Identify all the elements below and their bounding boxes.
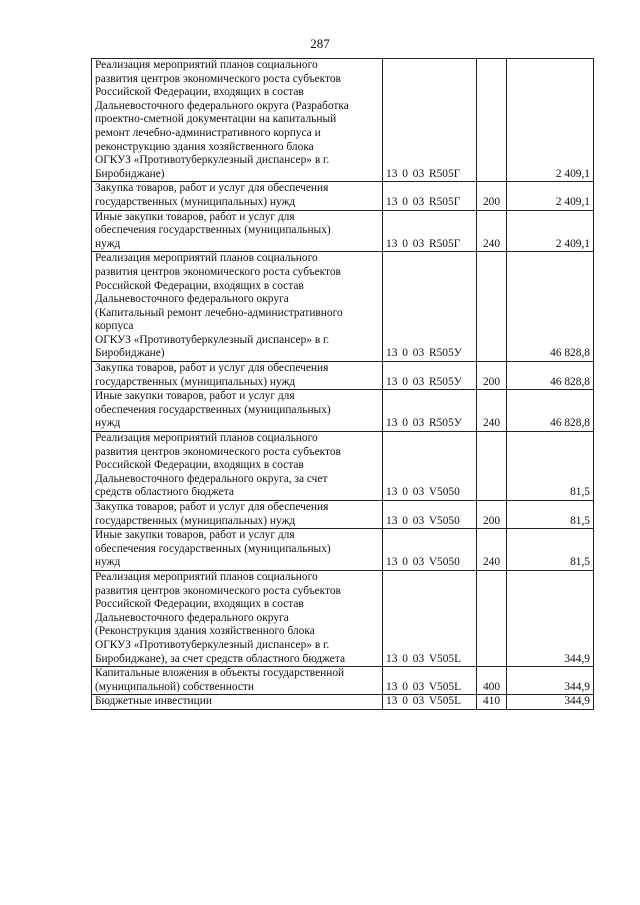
row-expense-type	[477, 252, 507, 362]
row-description: Бюджетные инвестиции	[92, 695, 383, 710]
row-sum: 344,9	[507, 667, 594, 695]
row-description: Иные закупки товаров, работ и услуг для обеспечения государственных (муниципальных) нужд	[92, 529, 383, 571]
row-expense-type: 240	[477, 210, 507, 252]
row-code: 13 0 03 R505У	[383, 362, 477, 390]
budget-table	[91, 58, 594, 710]
row-sum: 81,5	[507, 529, 594, 571]
row-expense-type: 410	[477, 695, 507, 710]
row-description: Иные закупки товаров, работ и услуг для обеспечения государственных (муниципальных) нужд	[92, 390, 383, 432]
row-description: Реализация мероприятий планов социального развития центров экономического роста субъектов Российской Федерации, входящих в состав Дальневосточного федерального округа (Капитальный ремонт лечебно-административного корпуса ОГКУЗ «Противотуберкулезный диспансер» в г. Биробиджане)	[92, 252, 383, 362]
row-sum: 81,5	[507, 432, 594, 501]
row-description: Реализация мероприятий планов социального развития центров экономического роста субъектов Российской Федерации, входящих в состав Дальневосточного федерального округа (Реконструкция здания хозяйственного блока ОГКУЗ «Противотуберкулезный диспансер» в г. Биробиджане), за счет средств областного бюджета	[92, 570, 383, 666]
row-expense-type: 200	[477, 362, 507, 390]
row-sum: 81,5	[507, 501, 594, 529]
row-expense-type	[477, 59, 507, 182]
row-description: Иные закупки товаров, работ и услуг для обеспечения государственных (муниципальных) нужд	[92, 210, 383, 252]
row-description: Реализация мероприятий планов социального развития центров экономического роста субъектов Российской Федерации, входящих в состав Дальневосточного федерального округа, за счет средств областного бюджета	[92, 432, 383, 501]
row-code: 13 0 03 V505L	[383, 570, 477, 666]
row-expense-type: 240	[477, 390, 507, 432]
row-expense-type: 400	[477, 667, 507, 695]
row-sum: 46 828,8	[507, 252, 594, 362]
row-code: 13 0 03 V505L	[383, 695, 477, 710]
table-row	[92, 529, 594, 571]
row-code: 13 0 03 V5050	[383, 529, 477, 571]
row-code: 13 0 03 V505L	[383, 667, 477, 695]
row-description: Реализация мероприятий планов социального развития центров экономического роста субъектов Российской Федерации, входящих в состав Дальневосточного федерального округа (Разработка проектно-сметной документации на капитальный ремонт лечебно-административного корпуса и реконструкцию здания хозяйственного блока ОГКУЗ «Противотуберкулезный диспансер» в г. Биробиджане)	[92, 59, 383, 182]
row-expense-type	[477, 432, 507, 501]
row-sum: 344,9	[507, 570, 594, 666]
row-description: Закупка товаров, работ и услуг для обеспечения государственных (муниципальных) нужд	[92, 501, 383, 529]
table-row	[92, 695, 594, 710]
row-description: Закупка товаров, работ и услуг для обеспечения государственных (муниципальных) нужд	[92, 362, 383, 390]
row-expense-type: 200	[477, 182, 507, 210]
row-sum: 2 409,1	[507, 210, 594, 252]
row-sum: 2 409,1	[507, 59, 594, 182]
table-row	[92, 362, 594, 390]
row-sum: 344,9	[507, 695, 594, 710]
row-code: 13 0 03 R505Г	[383, 59, 477, 182]
table-row	[92, 390, 594, 432]
table-row	[92, 210, 594, 252]
table-row	[92, 432, 594, 501]
table-row	[92, 59, 594, 182]
table-row	[92, 182, 594, 210]
row-code: 13 0 03 R505Г	[383, 182, 477, 210]
row-code: 13 0 03 R505Г	[383, 210, 477, 252]
row-sum: 46 828,8	[507, 362, 594, 390]
table-row	[92, 667, 594, 695]
row-description: Закупка товаров, работ и услуг для обеспечения государственных (муниципальных) нужд	[92, 182, 383, 210]
row-code: 13 0 03 V5050	[383, 432, 477, 501]
row-sum: 2 409,1	[507, 182, 594, 210]
table-row	[92, 252, 594, 362]
page-number: 287	[310, 36, 330, 51]
table-row	[92, 570, 594, 666]
row-code: 13 0 03 V5050	[383, 501, 477, 529]
row-code: 13 0 03 R505У	[383, 390, 477, 432]
row-expense-type: 200	[477, 501, 507, 529]
row-sum: 46 828,8	[507, 390, 594, 432]
row-expense-type: 240	[477, 529, 507, 571]
row-description: Капитальные вложения в объекты государственной (муниципальной) собственности	[92, 667, 383, 695]
table-row	[92, 501, 594, 529]
row-expense-type	[477, 570, 507, 666]
row-code: 13 0 03 R505У	[383, 252, 477, 362]
